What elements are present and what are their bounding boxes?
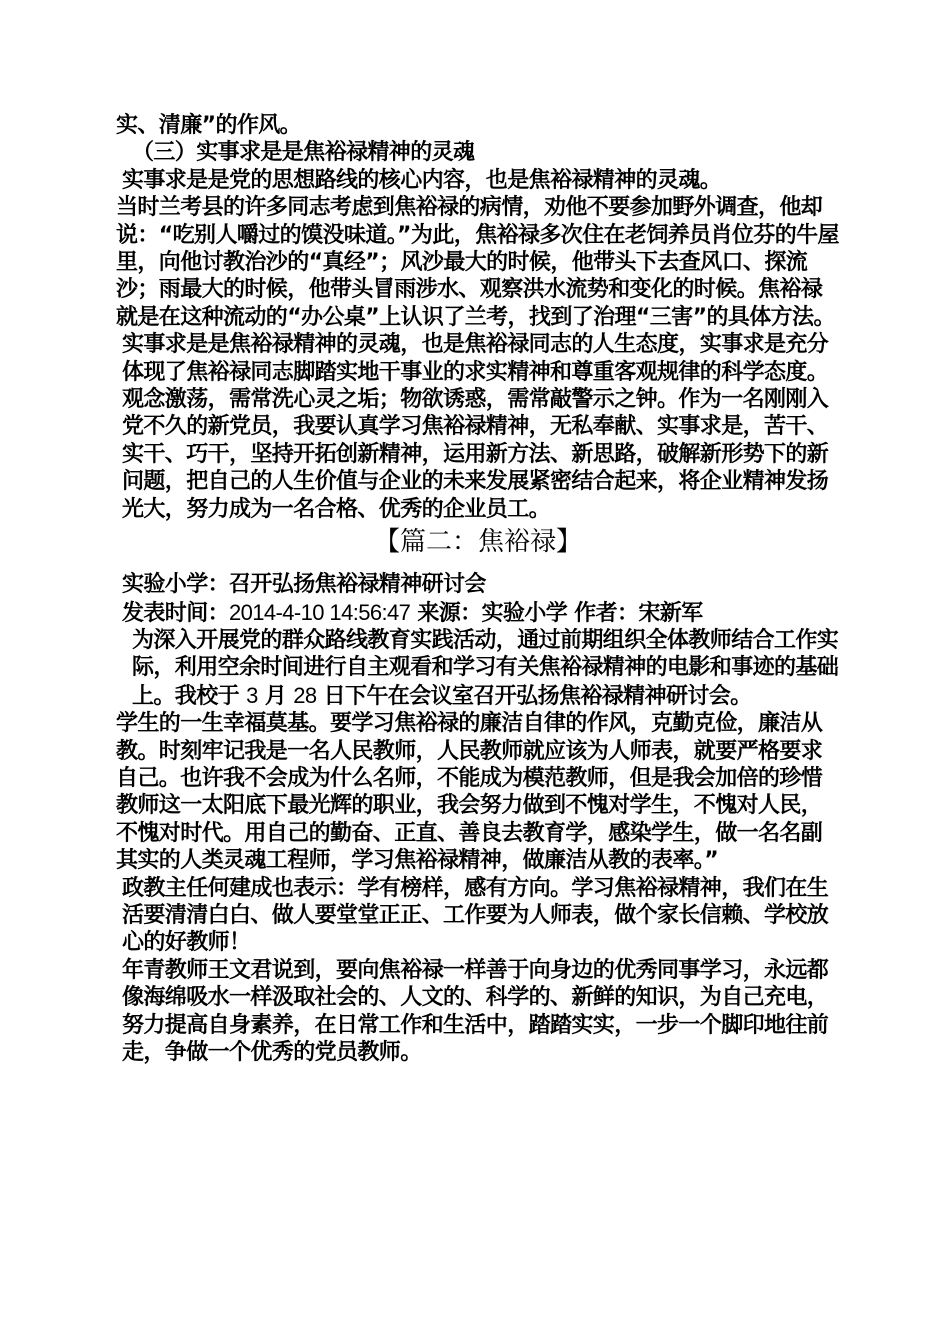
seminar-intro-text-b: 月	[257, 683, 294, 709]
document-body	[116, 112, 840, 1066]
paragraph-life-attitude: 实事求是是焦裕禄精神的灵魂，也是焦裕禄同志的人生态度，实事求是充分体现了焦裕禄同志脚踏实地干事业的求实精神和尊重客观规律的科学态度。	[122, 332, 829, 385]
subheading-section-three: （三）实事求是是焦裕禄精神的灵魂	[132, 140, 475, 166]
paragraph-seminar-intro	[116, 627, 840, 710]
meta-time-label: 发表时间：	[122, 600, 230, 626]
seminar-intro-text-a: 为深入开展党的群众路线教育实践活动，通过前期组织全体教师结合工作实际，利用空余时间进行自主观看和学习有关焦裕禄精神的电影和事迹的基础上。我校于	[132, 627, 839, 709]
paragraph-teacher-reflection: 学生的一生幸福莫基。要学习焦裕禄的廉洁自律的作风，克勤克俭，廉洁从教。时刻牢记我是一名人民教师，人民教师就应该为人师表，就要严格要求自己。也许我不会成为什么名师，不能成为模范教师，但是我会加倍的珍惜教师这一太阳底下最光辉的职业，我会努力做到不愧对学生，不愧对人民，不愧对时代。用自己的勤奋、正直、善良去教育学，感染学生，做一名名副其实的人类灵魂工程师，学习焦裕禄精神，做廉洁从教的表率。”	[116, 711, 823, 874]
section-title-part-two: 【篇二：焦裕禄】	[373, 527, 582, 558]
article-meta	[116, 599, 840, 627]
paragraph-director-statement: 政教主任何建成也表示：学有榜样，感有方向。学习焦裕禄精神，我们在生活要清清白白、做人要堂堂正正、工作要为人师表，做个家长信赖、学校放心的好教师！	[122, 875, 829, 956]
paragraph-young-teacher-statement: 年青教师王文君说到，要向焦裕禄一样善于向身边的优秀同事学习，永远都像海绵吸水一样汲取社会的、人文的、科学的、新鲜的知识，为自己充电，努力提高自身素养，在日常工作和生活中，踏踏实实，一步一个脚印地往前走，争做一个优秀的党员教师。	[122, 957, 829, 1065]
paragraph-intro-fragment: 实、清廉”的作风。	[116, 113, 302, 138]
seminar-intro-text-c: 日下午在会议室召开弘扬焦裕禄精神研讨会。	[316, 683, 752, 709]
paragraph-truth-seeking-core: 实事求是是党的思想路线的核心内容，也是焦裕禄精神的灵魂。	[122, 167, 722, 193]
seminar-day: 28	[293, 682, 317, 708]
paragraph-new-member-pledge: 观念激荡，需常洗心灵之垢；物欲诱惑，需常敲警示之钟。作为一名刚刚入党不久的新党员，我要认真学习焦裕禄精神，无私奉献、实事求是，苦干、实干、巧干，坚持开拓创新精神，运用新方法、新思路，破解新形势下的新问题，把自己的人生价值与企业的未来发展紧密结合起来，将企业精神发扬光大，努力成为一名合格、优秀的企业员工。	[122, 387, 829, 522]
meta-source-author: 来源：实验小学 作者：宋新军	[410, 600, 703, 626]
seminar-month: 3	[246, 682, 258, 708]
meta-publish-time: 2014-4-10 14:56:47	[229, 599, 411, 625]
article-headline: 实验小学：召开弘扬焦裕禄精神研讨会	[122, 572, 486, 598]
paragraph-lankao-story: 当时兰考县的许多同志考虑到焦裕禄的病情，劝他不要参加野外调查，他却说：“吃别人嚼过的馍没味道。”为此，焦裕禄多次住在老饲养员肖位芬的牛屋里，向他讨教治沙的“真经”；风沙最大的时候，他带头下去查风口、探流沙；雨最大的时候，他带头冒雨涉水、观察洪水流势和变化的时候。焦裕禄就是在这种流动的“办公桌”上认识了兰考，找到了治理“三害”的具体方法。	[116, 195, 839, 330]
